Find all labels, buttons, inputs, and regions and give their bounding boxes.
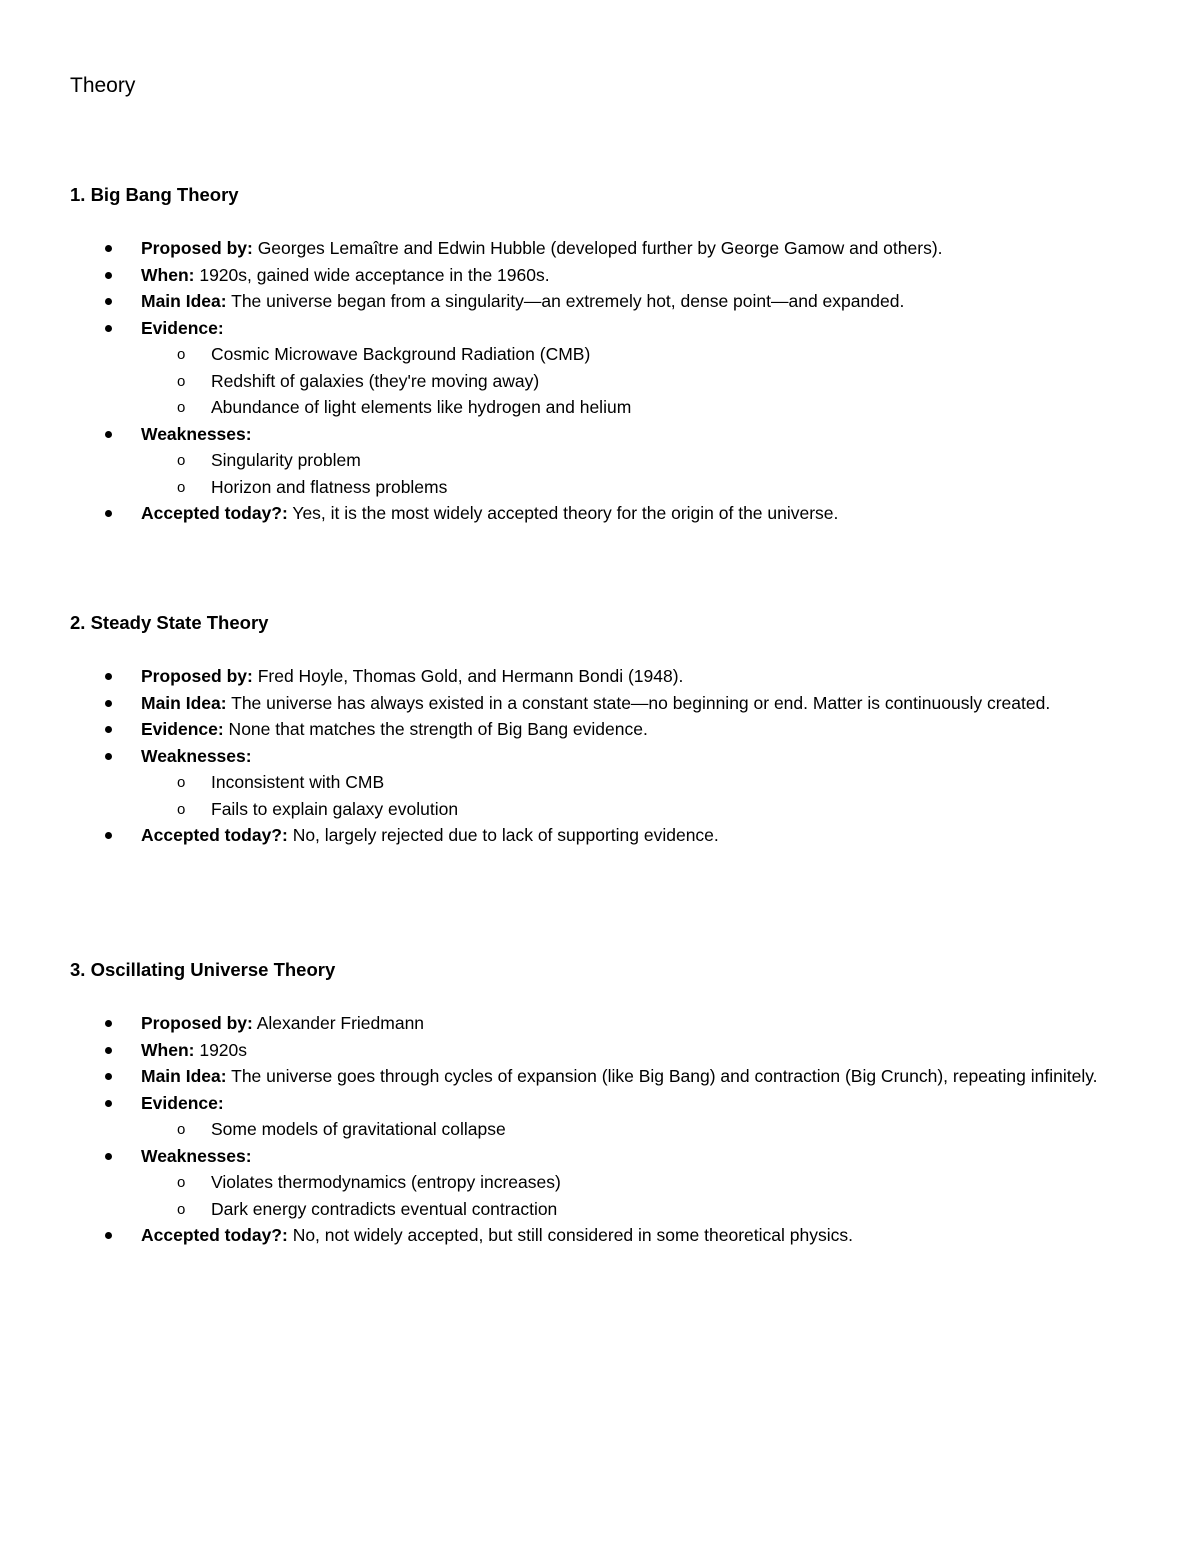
circle-bullet-icon: o xyxy=(177,1200,186,1218)
item-text: No, largely rejected due to lack of supporting evidence. xyxy=(287,825,719,845)
item-label: Main Idea: xyxy=(141,1066,227,1086)
list-item xyxy=(0,716,1200,743)
list-item xyxy=(0,663,1200,690)
sub-list xyxy=(141,341,1140,421)
item-label: Weaknesses: xyxy=(141,745,252,766)
list-item xyxy=(0,288,1200,315)
item-text: 1920s xyxy=(194,1039,248,1060)
item-text: The universe goes through cycles of expansion (like Big Bang) and contraction (Big Crunch), repeating infinitely. xyxy=(226,1066,1098,1086)
list-item xyxy=(0,1143,1200,1223)
list-item xyxy=(0,822,1200,849)
list-item xyxy=(0,235,1200,262)
item-label: Evidence: xyxy=(141,1092,224,1113)
list-item xyxy=(0,421,1200,501)
sub-list-item xyxy=(141,474,1140,501)
circle-bullet-icon: o xyxy=(177,478,186,496)
item-label: Evidence: xyxy=(141,719,224,739)
bullet-icon xyxy=(105,1100,112,1107)
item-label: When: xyxy=(141,1039,195,1060)
item-text: No, not widely accepted, but still considered in some theoretical physics. xyxy=(287,1225,853,1245)
sub-item-text: Horizon and flatness problems xyxy=(211,476,448,497)
section-list-oscillating xyxy=(0,1010,1200,1249)
bullet-icon xyxy=(105,726,112,733)
sub-item-text: Inconsistent with CMB xyxy=(211,772,385,792)
circle-bullet-icon: o xyxy=(177,800,186,818)
bullet-icon xyxy=(105,1073,112,1080)
item-label: Weaknesses: xyxy=(141,423,252,444)
sub-item-text: Redshift of galaxies (they're moving away) xyxy=(211,370,540,391)
sub-list xyxy=(141,1169,1140,1222)
item-label: Evidence: xyxy=(141,317,224,338)
list-item xyxy=(0,262,1200,289)
bullet-icon xyxy=(105,1020,112,1027)
circle-bullet-icon: o xyxy=(177,774,186,791)
list-item xyxy=(0,1090,1200,1143)
list-item xyxy=(0,1010,1200,1037)
bullet-icon xyxy=(105,510,112,517)
page-title: Theory xyxy=(70,74,136,97)
item-text: None that matches the strength of Big Bang evidence. xyxy=(223,719,648,739)
bullet-icon xyxy=(105,1232,112,1239)
bullet-icon xyxy=(105,1047,112,1054)
item-label: Main Idea: xyxy=(141,291,227,311)
section-heading-oscillating: 3. Oscillating Universe Theory xyxy=(70,959,336,980)
sub-list-item xyxy=(141,796,1140,823)
item-text: The universe has always existed in a constant state—no beginning or end. Matter is continuously created. xyxy=(226,692,1051,713)
section-heading-steady-state: 2. Steady State Theory xyxy=(70,612,269,633)
sub-list-item xyxy=(141,1196,1140,1223)
bullet-icon xyxy=(105,700,112,707)
item-label: Accepted today?: xyxy=(141,503,288,523)
sub-item-text: Abundance of light elements like hydrogen and helium xyxy=(211,397,632,417)
section-heading-big-bang: 1. Big Bang Theory xyxy=(70,184,239,205)
bullet-icon xyxy=(105,245,112,252)
sub-list-item xyxy=(141,1169,1140,1196)
list-item xyxy=(0,315,1200,421)
bullet-icon xyxy=(105,272,112,279)
bullet-icon xyxy=(105,673,112,680)
circle-bullet-icon: o xyxy=(177,1121,186,1138)
list-item xyxy=(0,743,1200,823)
bullet-icon xyxy=(105,431,112,438)
sub-list-item xyxy=(141,769,1140,796)
sub-list-item xyxy=(141,447,1140,474)
sub-item-text: Some models of gravitational collapse xyxy=(211,1119,506,1139)
item-label: Proposed by: xyxy=(141,666,253,686)
item-text: Yes, it is the most widely accepted theory for the origin of the universe. xyxy=(287,503,839,523)
sub-item-text: Dark energy contradicts eventual contraction xyxy=(211,1198,558,1219)
list-item xyxy=(0,1222,1200,1249)
bullet-icon xyxy=(105,298,112,305)
list-item xyxy=(0,690,1200,717)
circle-bullet-icon: o xyxy=(177,452,186,469)
section-list-big-bang xyxy=(0,235,1200,527)
circle-bullet-icon: o xyxy=(177,372,186,390)
sub-list xyxy=(141,1116,1140,1143)
sub-list-item xyxy=(141,394,1140,421)
item-label: Main Idea: xyxy=(141,692,227,713)
sub-list-item xyxy=(141,341,1140,368)
item-label: When: xyxy=(141,264,195,285)
list-item xyxy=(0,1063,1200,1090)
circle-bullet-icon: o xyxy=(177,399,186,416)
item-label: Proposed by: xyxy=(141,1013,253,1033)
sub-item-text: Violates thermodynamics (entropy increases) xyxy=(211,1172,561,1192)
item-label: Proposed by: xyxy=(141,238,253,258)
item-label: Accepted today?: xyxy=(141,825,288,845)
section-list-steady-state xyxy=(0,663,1200,849)
item-label: Weaknesses: xyxy=(141,1145,252,1166)
bullet-icon xyxy=(105,325,112,332)
bullet-icon xyxy=(105,832,112,839)
list-item xyxy=(0,1037,1200,1064)
sub-item-text: Cosmic Microwave Background Radiation (CMB) xyxy=(211,344,591,364)
bullet-icon xyxy=(105,753,112,760)
bullet-icon xyxy=(105,1153,112,1160)
sub-list xyxy=(141,769,1140,822)
list-item xyxy=(0,500,1200,527)
circle-bullet-icon: o xyxy=(177,1174,186,1191)
sub-item-text: Fails to explain galaxy evolution xyxy=(211,798,459,819)
sub-item-text: Singularity problem xyxy=(211,450,361,470)
circle-bullet-icon: o xyxy=(177,346,186,363)
item-text: Fred Hoyle, Thomas Gold, and Hermann Bondi (1948). xyxy=(252,666,684,686)
sub-list xyxy=(141,447,1140,500)
sub-list-item xyxy=(141,368,1140,395)
sub-list-item xyxy=(141,1116,1140,1143)
item-text: Alexander Friedmann xyxy=(252,1013,425,1033)
item-text: 1920s, gained wide acceptance in the 1960s. xyxy=(194,264,550,285)
item-text: The universe began from a singularity—an extremely hot, dense point—and expanded. xyxy=(226,291,905,311)
item-label: Accepted today?: xyxy=(141,1225,288,1245)
item-text: Georges Lemaître and Edwin Hubble (developed further by George Gamow and others). xyxy=(252,238,943,258)
